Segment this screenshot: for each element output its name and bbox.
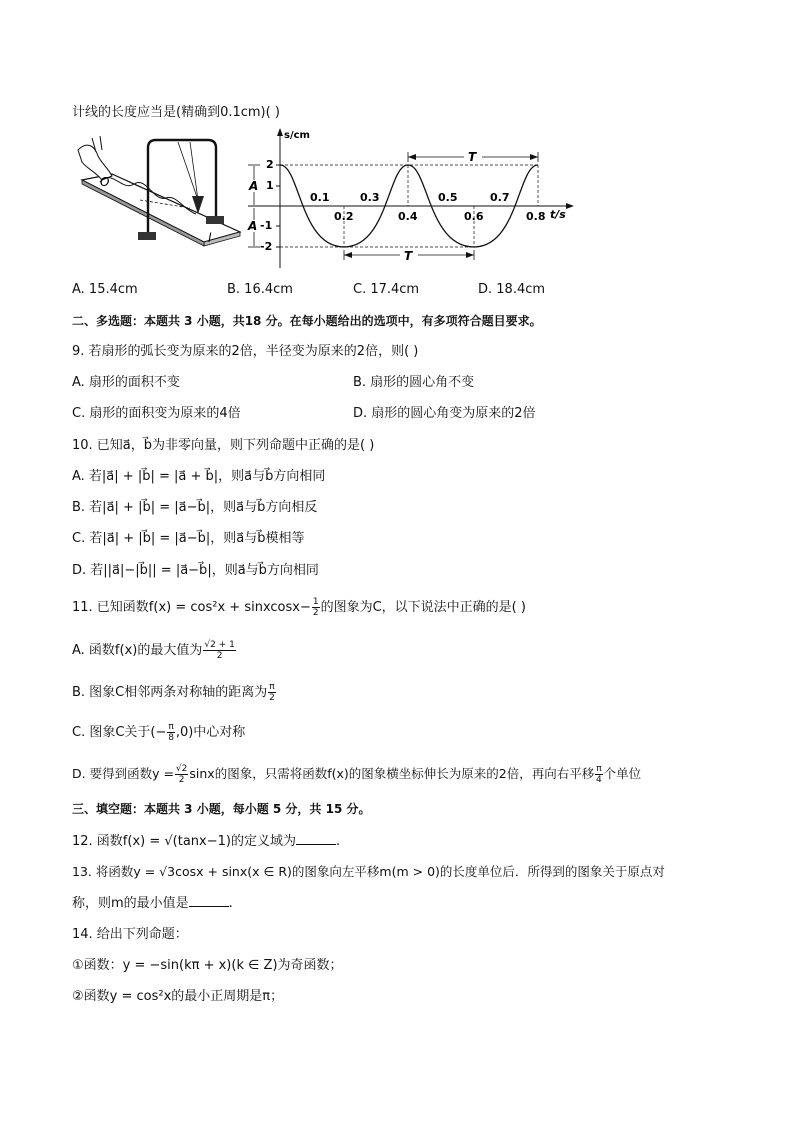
question-11-stem [72, 597, 526, 618]
y-tick-2: 2 [266, 158, 274, 171]
q9-option-d: D. 扇形的圆心角变为原来的2倍 [353, 406, 536, 421]
x-tick-0.7: 0.7 [490, 191, 510, 204]
x-axis-label: t/s [550, 208, 566, 221]
section-2-heading: 二、多选题：本题共 3 小题，共18 分。在每小题给出的选项中，有多项符合题目要求。 [72, 314, 542, 328]
x-tick-0.4: 0.4 [398, 210, 418, 223]
q11-option-b: B. 图象C相邻两条对称轴的距离为 $\frac{\pi}{2}$ [72, 682, 275, 703]
q11-option-c: C. 图象C关于(− $\frac{\pi}{8}$ ,0)中心对称 [72, 722, 246, 743]
amplitude-label-top: A [249, 179, 259, 193]
q12-answer-blank [296, 832, 336, 845]
q14-item-1: ①函数：y = −sin(kπ + x)(k ∈ Z)为奇函数； [72, 958, 343, 973]
q11-option-d-fraction-1: $\frac{√2}{2}$ [175, 764, 188, 785]
pendulum-label-O: O [100, 175, 110, 189]
x-tick-0.6: 0.6 [464, 210, 484, 223]
q11-option-d: D. 要得到函数y = $\frac{√2}{2}$ sinx的图象，只需将函数f(x)的图象横坐标伸长为原来的2倍，再向右平移 $\frac{\pi}{4}$ 个单位 [72, 764, 642, 785]
y-tick-neg1: -1 [260, 219, 273, 232]
q11-option-b-fraction: $\frac{\pi}{2}$ [269, 682, 275, 703]
x-tick-0.1: 0.1 [310, 191, 330, 204]
q9-option-a: A. 扇形的面积不变 [72, 375, 180, 390]
q11-option-d-fraction-2: $\frac{\pi}{4}$ [596, 764, 602, 785]
q9-option-b: B. 扇形的圆心角不变 [353, 375, 475, 390]
x-tick-0.8: 0.8 [526, 210, 546, 223]
q10-option-c: C. 若|a⃗| + |b⃗| = |a⃗−b⃗|，则a⃗与b⃗模相等 [72, 531, 305, 546]
q10-option-a: A. 若|a⃗| + |b⃗| = |a⃗ + b⃗|，则a⃗与b⃗方向相同 [72, 469, 326, 484]
q11-option-a: A. 函数f(x)的最大值为 $\frac{√2 + 1}{2}$ [72, 640, 235, 661]
q8-option-c: C. 17.4cm [353, 282, 420, 297]
q11-option-c-fraction: $\frac{\pi}{8}$ [168, 722, 174, 743]
q8-option-d: D. 18.4cm [478, 282, 546, 297]
q10-option-d: D. 若||a⃗|−|b⃗|| = |a⃗−b⃗|，则a⃗与b⃗方向相同 [72, 563, 319, 578]
question-12: 12. 函数f(x) = √(tanx−1)的定义域为 . [72, 834, 341, 849]
q10-option-b: B. 若|a⃗| + |b⃗| = |a⃗−b⃗|，则a⃗与b⃗方向相反 [72, 500, 318, 515]
q8-option-b: B. 16.4cm [227, 282, 293, 297]
question-9-stem: 9. 若扇形的弧长变为原来的2倍，半径变为原来的2倍，则( ) [72, 344, 419, 359]
y-tick-1: 1 [266, 179, 274, 192]
q11-stem-part-b: 的图象为C，以下说法中正确的是( ) [320, 600, 526, 615]
x-tick-0.2: 0.2 [334, 210, 354, 223]
question-14-stem: 14. 给出下列命题： [72, 927, 188, 942]
q9-option-c: C. 扇形的面积变为原来的4倍 [72, 406, 241, 421]
x-tick-0.5: 0.5 [438, 191, 458, 204]
question-10-stem: 10. 已知a⃗，b⃗为非零向量，则下列命题中正确的是( ) [72, 438, 375, 453]
question-13-line-2: 称，则m的最小值是 . [72, 896, 233, 911]
q13-answer-blank [189, 894, 229, 907]
q14-item-2: ②函数y = cos²x的最小正周期是π； [72, 989, 284, 1004]
q11-option-a-fraction: $\frac{√2 + 1}{2}$ [204, 640, 235, 661]
x-tick-0.3: 0.3 [360, 191, 380, 204]
y-axis-label: s/cm [284, 130, 310, 141]
period-label-top: T [468, 150, 477, 164]
section-3-heading: 三、填空题：本题共 3 小题，每小题 5 分，共 15 分。 [72, 802, 371, 816]
q11-stem-part-a: 11. 已知函数f(x) = cos²x + sinxcosx− [72, 600, 311, 615]
question-13-line-1: 13. 将函数y = √3cosx + sinx(x ∈ R)的图象向左平移m(m > 0)的长度单位后．所得到的图象关于原点对 [72, 864, 665, 879]
y-tick-neg2: -2 [260, 240, 273, 253]
sine-graph [238, 128, 578, 270]
pendulum-illustration [72, 128, 244, 248]
q11-stem-fraction: $\frac{1}{2}$ [312, 597, 319, 618]
pendulum-label-l: l [208, 231, 212, 245]
q8-option-a: A. 15.4cm [72, 282, 138, 297]
period-label-bottom: T [404, 249, 413, 263]
question-8-stem-tail: 计线的长度应当是(精确到0.1cm)( ) [72, 105, 280, 120]
amplitude-label-bottom: A [248, 219, 258, 233]
